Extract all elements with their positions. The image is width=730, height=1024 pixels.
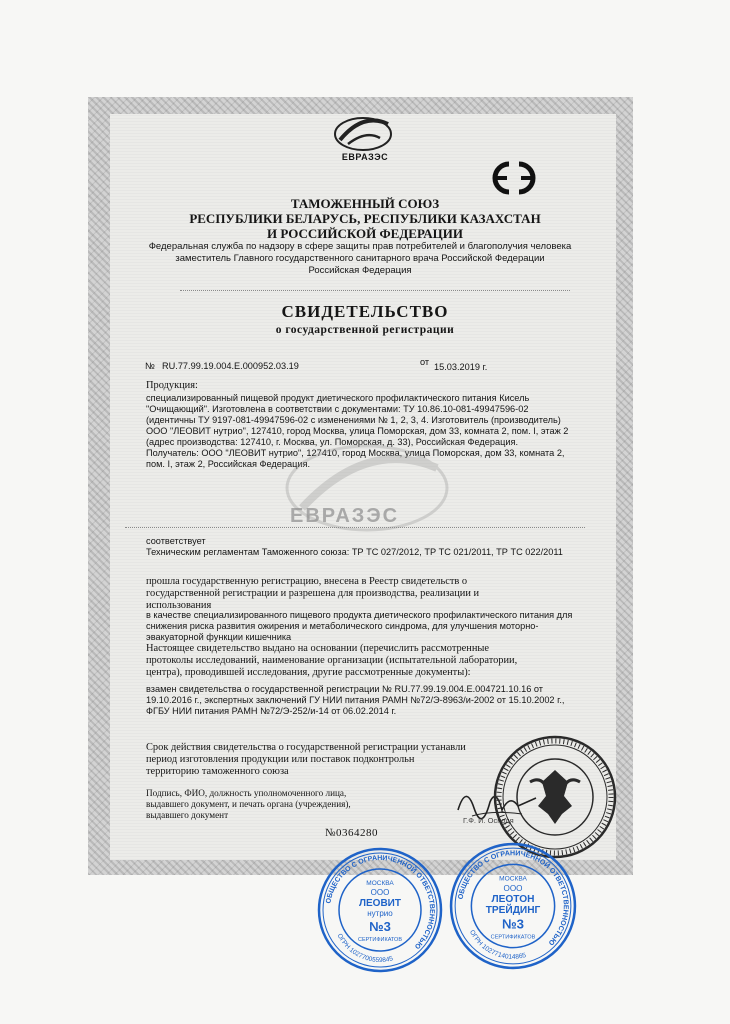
validity-line: период изготовления продукции или поставок подконтрольн xyxy=(146,754,415,765)
basis-doc-line: взамен свидетельства о государственной регистрации № RU.77.99.19.004.E.004721.10.16 от xyxy=(146,684,544,694)
usage-line: эвакуаторной функции кишечника xyxy=(146,632,292,642)
stamp-sert: СЕРТИФИКАТОВ xyxy=(490,934,536,941)
document-title: СВИДЕТЕЛЬСТВО xyxy=(281,302,449,321)
product-line: (адрес производства: 127410, г. Москва, ул. Поморская, д. 33), Российская Федерация. xyxy=(146,437,519,447)
product-line: Получатель: ООО "ЛЕОВИТ нутрио", 127410, город Москва, улица Поморская, дом 33, комната 2, xyxy=(146,448,565,458)
stamp-name-2: нутрио xyxy=(367,909,393,918)
product-line: (идентичны ТУ 9197-081-49947596-02 с изменениями № 1, 2, 3, 4. Изготовитель (производитель) xyxy=(146,415,561,425)
company-stamp-right xyxy=(447,840,579,972)
reg-no-label: № xyxy=(145,361,155,371)
registration-line: использования xyxy=(146,600,212,611)
reg-date: 15.03.2019 г. xyxy=(434,362,488,372)
header-line-1: ТАМОЖЕННЫЙ СОЮЗ xyxy=(290,196,440,211)
stamp-name-2: ТРЕЙДИНГ xyxy=(485,905,541,917)
company-stamp-left xyxy=(315,845,445,975)
basis-doc-line: 19.10.2016 г., экспертных заключений ГУ НИИ питания РАМН №72/Э-8963/и-2002 от 15.10.2002 г., xyxy=(146,695,565,705)
conformity-text: Техническим регламентам Таможенного союза: ТР ТС 027/2012, ТР ТС 021/2011, ТР ТС 022/2011 xyxy=(146,547,563,557)
stamp-city: МОСКВА xyxy=(366,880,394,887)
header-sub-1: Федеральная служба по надзору в сфере защиты прав потребителей и благополучия человека xyxy=(148,241,572,252)
basis-line: протоколы исследований, наименование организации (испытательной лаборатории, xyxy=(146,655,518,666)
blank-number: №0364280 xyxy=(325,827,378,839)
signature-line: Подпись, ФИО, должность уполномоченного лица, xyxy=(146,788,347,798)
stamp-name-1: ЛЕОТОН xyxy=(491,893,535,905)
product-label: Продукция: xyxy=(146,380,198,391)
stamp-city: МОСКВА xyxy=(499,875,527,883)
header-sub-3: Российская Федерация xyxy=(308,265,412,276)
document-subtitle: о государственной регистрации xyxy=(275,324,455,336)
validity-line: территорию таможенного союза xyxy=(146,766,289,777)
header-sub-2: заместитель Главного государственного санитарного врача Российской Федерации xyxy=(175,253,545,264)
stamp-ooo: ООО xyxy=(370,888,390,897)
stamp-number: №3 xyxy=(501,916,525,932)
product-line: "Очищающий". Изготовлена в соответствии с документами: ТУ 10.86.10-081-49947596-02 xyxy=(146,404,529,414)
watermark-text: ЕВРАЗЭС xyxy=(290,505,400,527)
basis-line: центра), проводившей исследования, другие рассмотренные документы): xyxy=(146,667,471,678)
signature-name: Г.Ф. И. Осподя xyxy=(463,816,514,825)
validity-line: Срок действия свидетельства о государственной регистрации устанавли xyxy=(146,742,466,753)
basis-line: Настоящее свидетельство выдано на основании (перечислить рассмотренные xyxy=(146,643,490,654)
stamp-ogrn-text: ОГРН 1027700559845 xyxy=(335,932,394,965)
stamp-name-1: ЛЕОВИТ xyxy=(359,898,401,909)
signature-line: выдавшего документ xyxy=(146,810,229,820)
logo-text: ЕВРАЗЭС xyxy=(341,152,389,162)
registration-line: прошла государственную регистрацию, внесена в Реестр свидетельств о xyxy=(146,576,468,587)
stamp-ogrn-text: ОГРН 1027714014865 xyxy=(467,929,527,961)
header-line-3: И РОССИЙСКОЙ ФЕДЕРАЦИИ xyxy=(267,226,463,241)
divider-line xyxy=(180,290,570,291)
stamp-ring-text: ОБЩЕСТВО С ОГРАНИЧЕННОЙ ОТВЕТСТВЕННОСТЬЮ xyxy=(456,849,570,947)
eac-mark-icon xyxy=(485,160,543,196)
header-line-2: РЕСПУБЛИКИ БЕЛАРУСЬ, РЕСПУБЛИКИ КАЗАХСТАН xyxy=(189,211,541,226)
divider-line xyxy=(125,527,585,528)
reg-number: RU.77.99.19.004.E.000952.03.19 xyxy=(162,361,299,371)
stamp-number: №3 xyxy=(369,919,391,934)
usage-line: снижения риска развития ожирения и метаболического синдрома, для улучшения моторно- xyxy=(146,621,539,631)
stamp-sert: СЕРТИФИКАТОВ xyxy=(357,937,403,943)
basis-doc-line: ФГБУ НИИ питания РАМН №72/Э-252/и-14 от 06.02.2014 г. xyxy=(146,706,397,716)
signature-line: выдавшего документ, и печать органа (учреждения), xyxy=(146,799,351,809)
product-line: пом. I, этаж 2, Российская Федерация. xyxy=(146,459,311,469)
stamp-ooo: ООО xyxy=(503,883,523,893)
product-line: ООО "ЛЕОВИТ нутрио", 127410, город Москва, улица Поморская, дом 33, комната 2, пом. I, этаж 2 xyxy=(146,426,569,436)
registration-line: государственной регистрации и разрешена для производства, реализации и xyxy=(146,588,480,599)
reg-date-label: от xyxy=(420,357,430,367)
conformity-label: соответствует xyxy=(146,536,206,546)
watermark-logo-icon xyxy=(272,438,462,548)
product-line: специализированный пищевой продукт диетического профилактического питания Кисель xyxy=(146,393,530,403)
stamp-ring-text: ОБЩЕСТВО С ОГРАНИЧЕННОЙ ОТВЕТСТВЕННОСТЬЮ xyxy=(325,854,436,950)
usage-line: в качестве специализированного пищевого продукта диетического профилактического питания для xyxy=(146,610,573,620)
